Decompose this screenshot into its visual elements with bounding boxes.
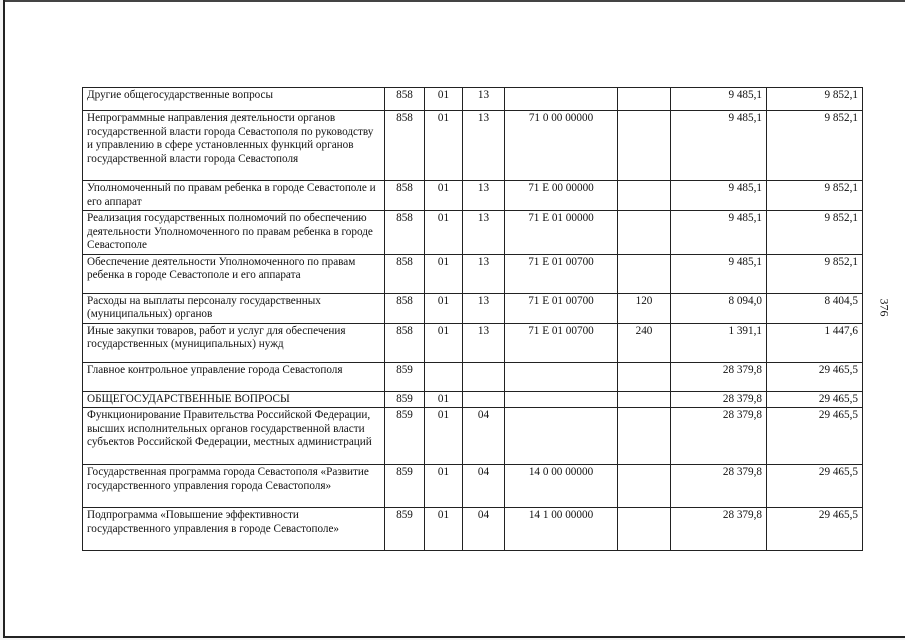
expense-type-code: [618, 254, 671, 293]
target-article-code: 71 Е 01 00000: [505, 211, 618, 255]
amount-year-2: 9 852,1: [767, 211, 863, 255]
target-article-code: 71 Е 01 00700: [505, 254, 618, 293]
amount-year-1: 9 485,1: [671, 211, 767, 255]
subsection-code: 13: [463, 254, 505, 293]
section-code: 01: [425, 508, 463, 551]
target-article-code: [505, 408, 618, 465]
subsection-code: [463, 362, 505, 391]
expense-type-code: [618, 362, 671, 391]
page-number: 376: [877, 298, 892, 317]
section-code: 01: [425, 323, 463, 362]
amount-year-2: 29 465,5: [767, 465, 863, 508]
target-article-code: 14 1 00 00000: [505, 508, 618, 551]
table-row: [83, 323, 863, 362]
grbs-code: 859: [385, 508, 425, 551]
grbs-code: 859: [385, 391, 425, 408]
section-code: 01: [425, 391, 463, 408]
subsection-code: 13: [463, 211, 505, 255]
amount-year-1: 28 379,8: [671, 362, 767, 391]
section-code: 01: [425, 181, 463, 211]
row-name: Подпрограмма «Повышение эффективности государственного управления в городе Севастополе»: [83, 508, 385, 551]
amount-year-1: 28 379,8: [671, 465, 767, 508]
expense-type-code: [618, 88, 671, 111]
expense-type-code: [618, 391, 671, 408]
grbs-code: 858: [385, 181, 425, 211]
grbs-code: 858: [385, 293, 425, 323]
table-row: [83, 391, 863, 408]
expense-type-code: 240: [618, 323, 671, 362]
table-row: [83, 111, 863, 181]
subsection-code: 13: [463, 88, 505, 111]
row-name: Расходы на выплаты персоналу государственных (муниципальных) органов: [83, 293, 385, 323]
expense-type-code: [618, 508, 671, 551]
target-article-code: 71 0 00 00000: [505, 111, 618, 181]
grbs-code: 858: [385, 111, 425, 181]
subsection-code: [463, 391, 505, 408]
amount-year-1: 9 485,1: [671, 88, 767, 111]
section-code: 01: [425, 211, 463, 255]
target-article-code: [505, 362, 618, 391]
row-name: Государственная программа города Севастополя «Развитие государственного управления города Севастополя»: [83, 465, 385, 508]
expense-type-code: [618, 465, 671, 508]
table-row: [83, 508, 863, 551]
amount-year-1: 9 485,1: [671, 181, 767, 211]
amount-year-2: 9 852,1: [767, 88, 863, 111]
grbs-code: 858: [385, 254, 425, 293]
subsection-code: 04: [463, 408, 505, 465]
subsection-code: 13: [463, 293, 505, 323]
amount-year-2: 8 404,5: [767, 293, 863, 323]
target-article-code: 71 Е 01 00700: [505, 293, 618, 323]
row-name: Главное контрольное управление города Севастополя: [83, 362, 385, 391]
section-code: 01: [425, 465, 463, 508]
row-name: Иные закупки товаров, работ и услуг для обеспечения государственных (муниципальных) нужд: [83, 323, 385, 362]
grbs-code: 858: [385, 211, 425, 255]
table-row: [83, 408, 863, 465]
amount-year-2: 9 852,1: [767, 181, 863, 211]
budget-table: [82, 87, 863, 551]
table-row: [83, 465, 863, 508]
table-row: [83, 181, 863, 211]
target-article-code: 71 Е 01 00700: [505, 323, 618, 362]
expense-type-code: [618, 111, 671, 181]
amount-year-1: 28 379,8: [671, 408, 767, 465]
amount-year-2: 29 465,5: [767, 391, 863, 408]
table-row: [83, 211, 863, 255]
section-code: 01: [425, 293, 463, 323]
amount-year-1: 28 379,8: [671, 508, 767, 551]
amount-year-1: 28 379,8: [671, 391, 767, 408]
amount-year-2: 1 447,6: [767, 323, 863, 362]
amount-year-1: 8 094,0: [671, 293, 767, 323]
amount-year-2: 29 465,5: [767, 508, 863, 551]
table-row: [83, 88, 863, 111]
row-name: Уполномоченный по правам ребенка в городе Севастополе и его аппарат: [83, 181, 385, 211]
table-row: [83, 293, 863, 323]
table-row: [83, 254, 863, 293]
subsection-code: 04: [463, 508, 505, 551]
grbs-code: 858: [385, 88, 425, 111]
row-name: Реализация государственных полномочий по обеспечению деятельности Уполномоченного по правам ребенка в городе Севастополе: [83, 211, 385, 255]
section-code: 01: [425, 111, 463, 181]
row-name: Другие общегосударственные вопросы: [83, 88, 385, 111]
amount-year-1: 9 485,1: [671, 254, 767, 293]
amount-year-2: 29 465,5: [767, 362, 863, 391]
target-article-code: 14 0 00 00000: [505, 465, 618, 508]
section-code: 01: [425, 254, 463, 293]
expense-type-code: [618, 408, 671, 465]
section-code: [425, 362, 463, 391]
expense-type-code: 120: [618, 293, 671, 323]
grbs-code: 859: [385, 362, 425, 391]
subsection-code: 04: [463, 465, 505, 508]
row-name: Непрограммные направления деятельности органов государственной власти города Севастополя по руководству и управлению в сфере установленных функций органов государственной власти города Севастополя: [83, 111, 385, 181]
grbs-code: 859: [385, 408, 425, 465]
section-code: 01: [425, 408, 463, 465]
row-name: ОБЩЕГОСУДАРСТВЕННЫЕ ВОПРОСЫ: [83, 391, 385, 408]
amount-year-1: 1 391,1: [671, 323, 767, 362]
row-name: Обеспечение деятельности Уполномоченного по правам ребенка в городе Севастополе и его аппарата: [83, 254, 385, 293]
row-name: Функционирование Правительства Российской Федерации, высших исполнительных органов государственной власти субъектов Российской Федерации, местных администраций: [83, 408, 385, 465]
amount-year-2: 9 852,1: [767, 111, 863, 181]
document-page: [3, 0, 905, 638]
target-article-code: [505, 88, 618, 111]
section-code: 01: [425, 88, 463, 111]
amount-year-2: 9 852,1: [767, 254, 863, 293]
subsection-code: 13: [463, 111, 505, 181]
subsection-code: 13: [463, 323, 505, 362]
amount-year-2: 29 465,5: [767, 408, 863, 465]
grbs-code: 858: [385, 323, 425, 362]
amount-year-1: 9 485,1: [671, 111, 767, 181]
target-article-code: 71 Е 00 00000: [505, 181, 618, 211]
table-row: [83, 362, 863, 391]
subsection-code: 13: [463, 181, 505, 211]
grbs-code: 859: [385, 465, 425, 508]
expense-type-code: [618, 181, 671, 211]
target-article-code: [505, 391, 618, 408]
expense-type-code: [618, 211, 671, 255]
